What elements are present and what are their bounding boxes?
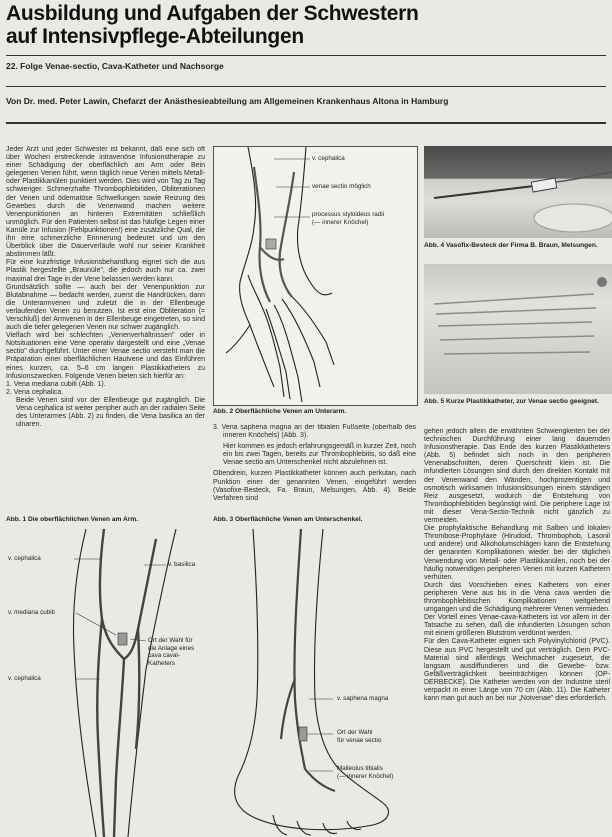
label-cephalica: v. cephalica <box>312 155 345 162</box>
paragraph: Vielfach wird bei schlechten „Venenverhältnissen" oder in Notsituationen eine Vene operativ dargestellt und eine „Venae sectio" durchgeführt. Unter einer Venae sectio versteht man die Präparation einer oberflächlichen Hautvene und das Einführen eines kurzen, ca. 5–6 cm langen Plastikkatheters zu Infusionszwecken. Folgende Venen bieten sich hierfür an: <box>6 332 205 380</box>
figure-arm-veins <box>6 529 205 837</box>
paragraph: Durch das Vorschieben eines Katheters von einer peripheren Vene aus bis in die Vena cava werden die thrombophlebitischen Komplikationen weitgehend umgangen und die Schädigung mehrerer Venen vermieden. Der Vorteil eines Venae-cava-Katheters ist vor allem in der Tatsache zu sehen, daß die infundierten Lösungen schon mit einem größeren Blutstrom verdünnt werden. <box>424 581 610 638</box>
column-2-text <box>213 424 416 504</box>
figure-leg-veins <box>213 529 416 837</box>
title-line-2: auf Intensivpflege-Abteilungen <box>6 25 304 48</box>
figure-5-caption: Abb. 5 Kurze Plastikkatheter, zur Venae sectio geeignet. <box>424 398 599 405</box>
photo-plastic-catheters <box>424 264 612 394</box>
paragraph: Für den Cava-Katheter eignen sich Polyvinylchlorid (PVC). Diese aus PVC hergestellt und gut verträglich. Dem PVC-Material sind allerdings Weichmacher zugesetzt, die langsam ausdiffundieren und die Gewebe- bzw. Gefäßverträglichkeit beeinträchtigen können (OP-DERBECKE). Die Katheter werden von der Industrie steril verpackt in einer Länge von 70 cm (Abb. 11). Die Katheter kann man gut auch an bei nur „Notvenae" dies erforderlich. <box>424 638 610 703</box>
label-cephalica: v. cephalica <box>8 555 41 562</box>
label-ort-der-wahl: Ort der Wahl für die Anlage eines cava caval-Katheters <box>148 637 195 667</box>
figure-1-caption: Abb. 1 Die oberflächlichen Venen am Arm. <box>6 516 139 523</box>
label-venae-sectio: für venae sectio <box>337 737 382 744</box>
paragraph: Hier kommen es jedoch erfahrungsgemäß in kurzer Zeit, noch ein bis zwei Tagen, bereits zur Thrombophlebitis, so daß eine Venae sectio am Unterschenkel nicht abzulehnen ist. <box>223 443 416 467</box>
label-basilica: v. basilica <box>168 561 196 568</box>
paragraph: Jeder Arzt und jeder Schwester ist bekannt, daß eine sich oft über Wochen erstreckende intravenöse Infusionstherapie zu einer Schädigung der oberflächlich am Arm oder Bein gelegenen Venen führt, wenn täglich neue Venen mittels Metall- oder Plastikkanülen punktiert werden. Dies wird von Tag zu Tag schwieriger. Schmerzhafte Thrombophlebitiden, Obliterationen der Venen und ödematöse Schwellungen sowie Reizung des Gewebes durch die Venenwand machen weitere Venenpunktionen an hinteren Extremitäten schließlich unmöglich. Für den Patienten selbst ist das häufige Legen einer Kanüle zur Infusion (Fehlpunktionen!) eine zusätzliche Qual, die ihn eine schmerzliche Erinnerung bedeutet und um den Überblick über die Dauerverläufe wohl nur seiner Krankheit abstimmen läßt. <box>6 146 205 259</box>
paragraph: Für eine kurzfristige Infusionsbehandlung eignet sich die aus Plastik hergestellte „Braunüle", die jedoch auch nur ca. zwei maximal drei Tage in der Vene belassen werden kann. <box>6 259 205 283</box>
article-title <box>6 2 606 48</box>
list-item: 3. Vena saphena magna an der tibialen Fußseite (oberhalb des inneren Knöchels) (Abb. 3). <box>213 424 416 440</box>
figure-3-caption: Abb. 3 Oberflächliche Venen am Unterschenkel. <box>213 516 363 523</box>
leg-illustration <box>213 529 416 837</box>
list-item: 1. Vena mediana cubiti (Abb. 1). <box>6 380 106 388</box>
series-subtitle: 22. Folge Venae-sectio, Cava-Katheter und Nachsorge <box>6 61 224 71</box>
author-line: Von Dr. med. Peter Lawin, Chefarzt der Anästhesieabteilung am Allgemeinen Krankenhaus Altona in Hamburg <box>6 96 449 106</box>
list-item: 2. Vena cephalica. <box>6 388 64 396</box>
paragraph: Beide Venen sind vor der Ellenbeuge gut zugänglich. Die Vena cephalica ist weiter peripher auch an der radialen Seite des Unterarmes (Abb. 2) zu finden, die Vena basilica an der ulnaren. <box>16 396 205 429</box>
figure-hand-veins <box>213 146 418 406</box>
label-ort-der-wahl: Ort der Wahl <box>337 729 373 736</box>
figure-4-caption: Abb. 4 Vasofix-Besteck der Firma B. Braun, Melsungen. <box>424 242 598 249</box>
label-knoechel: (— innerer Knöchel) <box>312 219 369 226</box>
paragraph: Grundsätzlich sollte — auch bei der Venenpunktion zur Blutabnahme — bedacht werden, zuerst die Handrücken, dann die Unterarmvenen und zuletzt die in der Ellenbeuge verlaufenden Venen zu benutzen. Ist erst eine Obliteration (= Verschluß) der Armvenen in der Ellenbeuge eingetreten, so sind auch die tiefer gelegenen Venen nur schwer zugänglich. <box>6 283 205 332</box>
column-3-text <box>424 428 610 837</box>
title-line-1: Ausbildung und Aufgaben der Schwestern <box>6 2 419 25</box>
label-malleolus: Malleolus tibialis <box>337 765 383 772</box>
label-innerer-knoechel: (— innerer Knöchel) <box>337 773 394 780</box>
column-1-text <box>6 146 205 498</box>
label-processus: processus styloideus radii <box>312 211 385 218</box>
label-saphena-magna: v. saphena magna <box>337 695 389 702</box>
divider <box>6 55 606 56</box>
photo-vasofix <box>424 146 612 238</box>
divider <box>6 122 606 124</box>
label-venae-sectio: venae sectio möglich <box>312 183 371 190</box>
paragraph: gehen jedoch allein die erwähnten Schwierigkeiten bei der technischen Durchführung einer lang dauernden Infusionstherapie. Das Ende des kurzen Plastikkatheters (Abb. 5) befindet sich noch in den peripheren Venenabschnitten, deren Querschnitt klein ist. Die infundierten Lösungen sind durch den direkten Kontakt mit der Venenwand den Wänden, hochprozentigen und osmotisch wirksamen Infusionslösungen einem ständigen Reiz ausgesetzt, wodurch die Entstehung von Thrombophlebitiden begünstigt wird. Die periphere Lage ist mit dieser Vena-Sectio-Technik nicht gänzlich zu vermeiden. <box>424 428 610 525</box>
label-mediana-cubiti: v. mediana cubiti <box>8 609 55 616</box>
paragraph: Obendrein, kurzen Plastikkatheter können auch perkutan, nach Punktion einer der genannten Venen, eingeführt werden (Vasofixe-Besteck, Fa. Braun, Melsungen, Abb. 4). Beide Verfahren sind <box>213 470 416 502</box>
paragraph: Die prophylaktische Behandlung mit Salben und lokalen Thrombose-Prophylaxe (Hirudoid, Thrombophob, Lasonil und andere) und Alkoholumschlägen kann die Entstehung der genannten Komplikationen wieder bei der täglichen Verwendung von Metall- oder Plastikkanülen, noch bei der häufig notwendigen peripheren Venen mit kurzen Kathetern verhüten. <box>424 525 610 581</box>
divider <box>6 86 606 87</box>
arm-illustration <box>6 529 205 837</box>
figure-2-caption: Abb. 2 Oberflächliche Venen am Unterarm. <box>213 408 347 415</box>
label-cephalica-lower: v. cephalica <box>8 675 41 682</box>
